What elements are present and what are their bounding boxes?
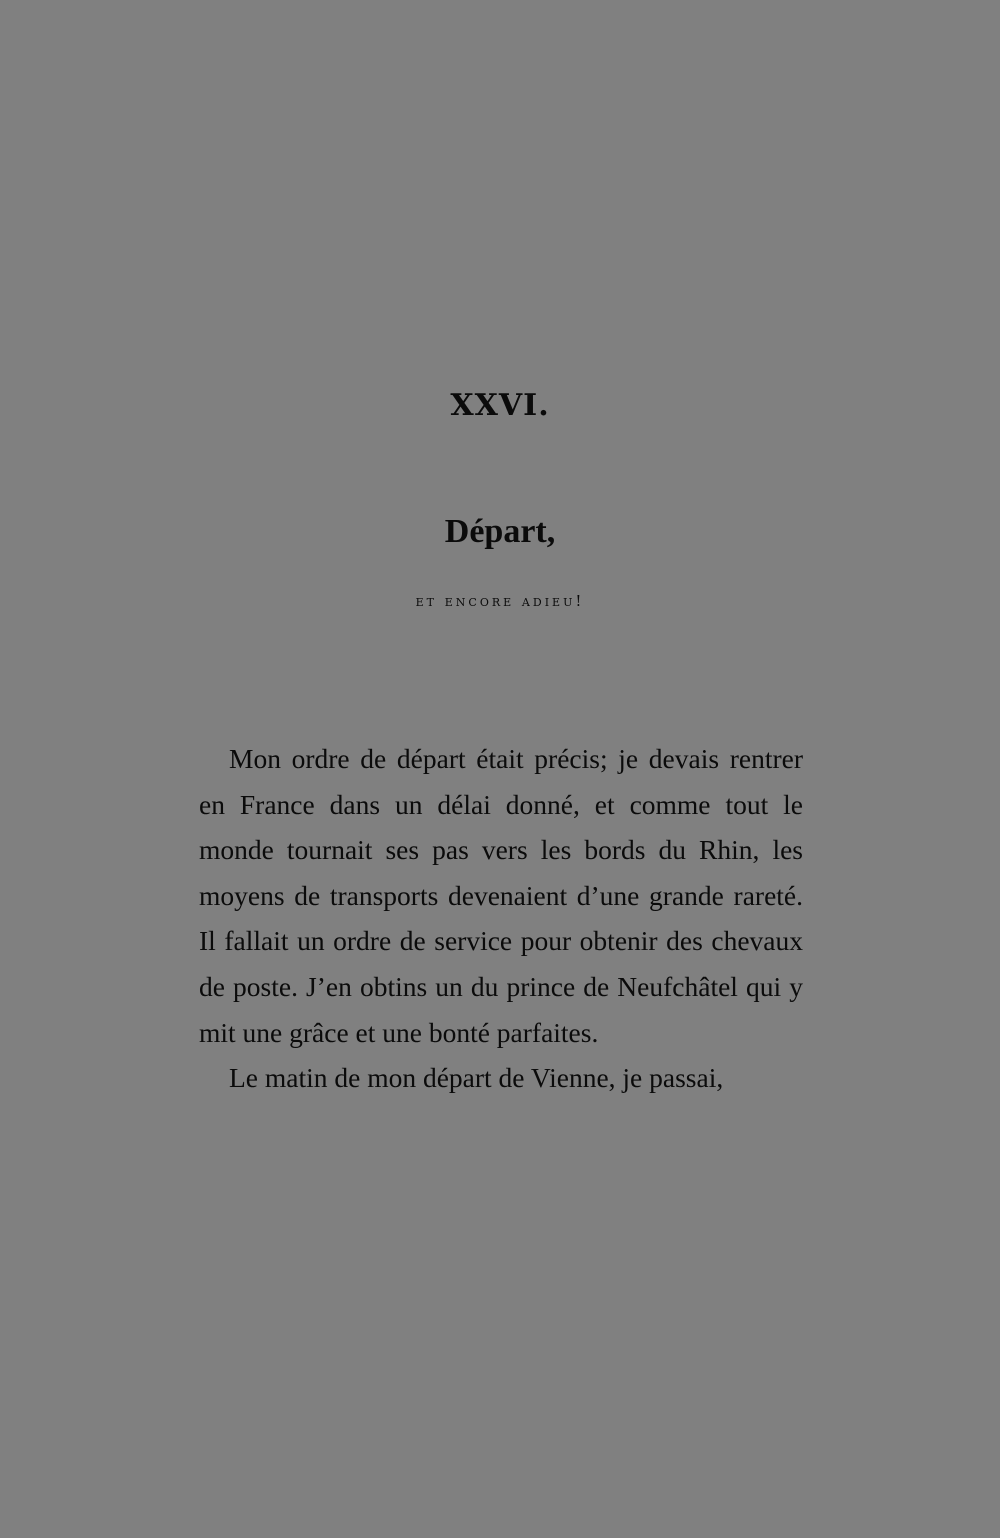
paragraph-2: Le matin de mon départ de Vienne, je passai, (229, 1062, 724, 1094)
chapter-number: XXVI. (450, 388, 550, 423)
chapter-subtitle: et encore adieu! (415, 592, 585, 610)
paragraph-1: Mon ordre de départ était précis; je devais rentrer en France dans un délai donné, et comme tout le monde tournait ses pas vers les bords du Rhin, les moyens de transports devenaient d’une grande rareté. Il fallait un ordre de service pour obtenir des chevaux de poste. J’en obtins un du prince de Neufchâtel qui y mit une grâce et une bonté parfaites. (199, 743, 803, 1048)
chapter-title: Départ, (444, 513, 556, 550)
body-text (199, 736, 803, 1101)
